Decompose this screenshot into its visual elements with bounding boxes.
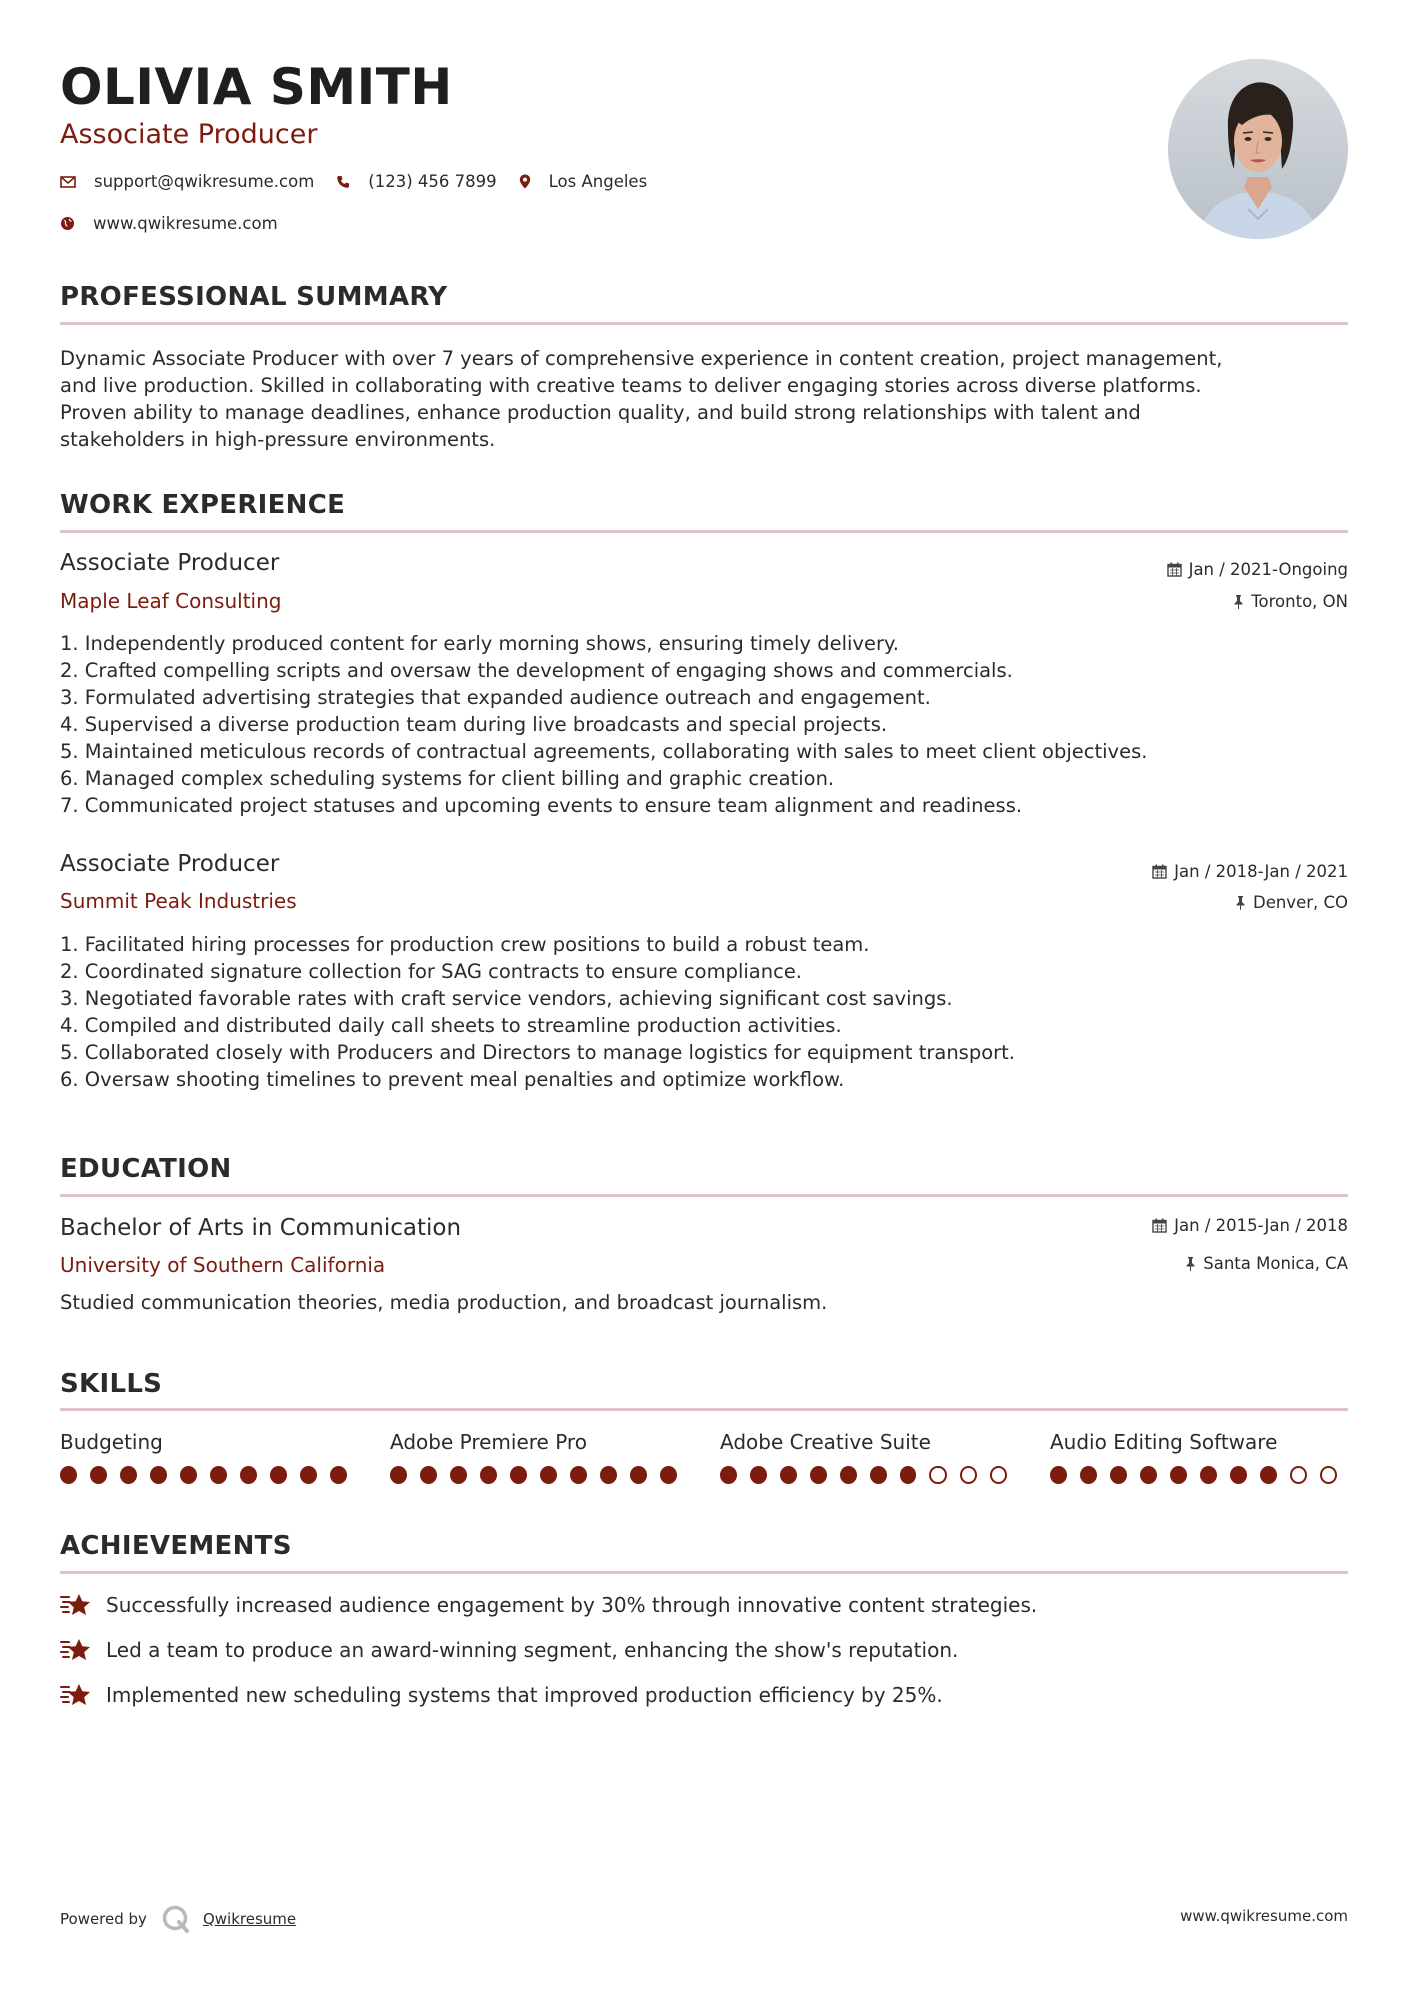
section-title-summary: PROFESSIONAL SUMMARY	[60, 282, 448, 312]
skill-name: Adobe Creative Suite	[720, 1430, 931, 1454]
contact-phone[interactable]	[336, 172, 496, 191]
summary-line: and live production. Skilled in collaborating with creative teams to deliver engaging stories across diverse platforms.	[60, 374, 1202, 397]
list-item: 2. Crafted compelling scripts and oversaw the development of engaging shows and commercials.	[60, 659, 1013, 682]
job-dates: Jan / 2018-Jan / 2021	[1152, 862, 1348, 881]
rating-dot-filled	[150, 1466, 167, 1484]
rating-dot-filled	[120, 1466, 137, 1484]
footer-url[interactable]: www.qwikresume.com	[1180, 1907, 1348, 1925]
summary-line: Proven ability to manage deadlines, enhance production quality, and build strong relationships with talent and	[60, 401, 1141, 424]
skill-rating	[60, 1466, 360, 1484]
rating-dot-filled	[750, 1466, 767, 1484]
rating-dot-empty	[1320, 1466, 1337, 1484]
rating-dot-filled	[1110, 1466, 1127, 1484]
rating-dot-filled	[480, 1466, 497, 1484]
rating-dot-filled	[60, 1466, 77, 1484]
rating-dot-filled	[840, 1466, 857, 1484]
rating-dot-empty	[990, 1466, 1007, 1484]
list-item: 5. Maintained meticulous records of contractual agreements, collaborating with sales to meet client objectives.	[60, 740, 1148, 763]
candidate-name: OLIVIA SMITH	[60, 58, 453, 116]
skill-rating	[1050, 1466, 1350, 1484]
rating-dot-filled	[540, 1466, 557, 1484]
rating-dot-filled	[330, 1466, 347, 1484]
rating-dot-filled	[1170, 1466, 1187, 1484]
section-divider	[60, 1571, 1348, 1574]
skill-name: Adobe Premiere Pro	[390, 1430, 587, 1454]
rating-dot-filled	[570, 1466, 587, 1484]
section-title-skills: SKILLS	[60, 1369, 163, 1399]
globe-icon	[60, 216, 75, 231]
achievement-item	[60, 1681, 943, 1709]
location-text: Los Angeles	[548, 172, 648, 191]
list-item: 4. Compiled and distributed daily call sheets to streamline production activities.	[60, 1014, 842, 1037]
section-divider	[60, 322, 1348, 325]
rating-dot-filled	[390, 1466, 407, 1484]
candidate-role: Associate Producer	[60, 119, 318, 150]
list-item: 6. Oversaw shooting timelines to prevent meal penalties and optimize workflow.	[60, 1068, 845, 1091]
rating-dot-filled	[180, 1466, 197, 1484]
degree-title: Bachelor of Arts in Communication	[60, 1215, 462, 1241]
section-title-education: EDUCATION	[60, 1154, 232, 1184]
company-name: Maple Leaf Consulting	[60, 589, 282, 613]
rating-dot-filled	[90, 1466, 107, 1484]
rating-dot-empty	[929, 1466, 946, 1484]
list-item: 4. Supervised a diverse production team during live broadcasts and special projects.	[60, 713, 888, 736]
list-item: 1. Independently produced content for early morning shows, ensuring timely delivery.	[60, 632, 899, 655]
education-location: Santa Monica, CA	[1185, 1254, 1348, 1273]
award-star-icon	[60, 1636, 92, 1664]
rating-dot-filled	[270, 1466, 287, 1484]
contact-location	[519, 172, 648, 191]
section-title-experience: WORK EXPERIENCE	[60, 490, 346, 520]
achievement-text: Implemented new scheduling systems that improved production efficiency by 25%.	[106, 1683, 943, 1707]
email-text: support@qwikresume.com	[94, 172, 315, 191]
section-divider	[60, 530, 1348, 533]
contact-email[interactable]	[60, 172, 314, 191]
phone-text: (123) 456 7899	[368, 172, 497, 191]
contact-row-2	[60, 214, 300, 233]
job-title: Associate Producer	[60, 550, 280, 576]
skill-item	[1050, 1430, 1350, 1484]
map-pin-icon	[519, 174, 531, 189]
job-location: Toronto, ON	[1233, 592, 1348, 611]
rating-dot-empty	[1290, 1466, 1307, 1484]
skill-rating	[720, 1466, 1020, 1484]
job-title: Associate Producer	[60, 851, 280, 877]
summary-text	[60, 345, 1350, 453]
footer-powered-by: Powered by Qwikresume	[60, 1904, 296, 1934]
skill-item	[720, 1430, 1020, 1484]
contact-website[interactable]	[60, 214, 278, 233]
section-title-achievements: ACHIEVEMENTS	[60, 1531, 292, 1561]
job-bullets	[60, 630, 1147, 819]
profile-photo	[1168, 59, 1348, 239]
rating-dot-filled	[810, 1466, 827, 1484]
rating-dot-empty	[960, 1466, 977, 1484]
rating-dot-filled	[1140, 1466, 1157, 1484]
rating-dot-filled	[210, 1466, 227, 1484]
list-item: 1. Facilitated hiring processes for production crew positions to build a robust team.	[60, 933, 870, 956]
education-description: Studied communication theories, media production, and broadcast journalism.	[60, 1291, 828, 1314]
summary-line: stakeholders in high-pressure environments.	[60, 428, 496, 451]
skill-name: Audio Editing Software	[1050, 1430, 1278, 1454]
contact-row	[60, 172, 669, 191]
calendar-icon	[1152, 1218, 1167, 1233]
rating-dot-filled	[870, 1466, 887, 1484]
rating-dot-filled	[720, 1466, 737, 1484]
section-divider	[60, 1194, 1348, 1197]
company-name: Summit Peak Industries	[60, 889, 297, 913]
list-item: 3. Formulated advertising strategies that expanded audience outreach and engagement.	[60, 686, 931, 709]
achievement-text: Led a team to produce an award-winning segment, enhancing the show's reputation.	[106, 1638, 959, 1662]
award-star-icon	[60, 1681, 92, 1709]
brand-link[interactable]: Qwikresume	[202, 1910, 297, 1928]
website-text: www.qwikresume.com	[93, 214, 278, 233]
skill-item	[390, 1430, 690, 1484]
rating-dot-filled	[780, 1466, 797, 1484]
education-dates: Jan / 2015-Jan / 2018	[1152, 1216, 1348, 1235]
rating-dot-filled	[630, 1466, 647, 1484]
job-bullets	[60, 931, 1015, 1093]
achievement-item	[60, 1591, 1037, 1619]
rating-dot-filled	[450, 1466, 467, 1484]
rating-dot-filled	[900, 1466, 917, 1484]
achievement-item	[60, 1636, 958, 1664]
rating-dot-filled	[1200, 1466, 1217, 1484]
portrait-image	[1168, 59, 1348, 239]
list-item: 5. Collaborated closely with Producers and Directors to manage logistics for equipment transport.	[60, 1041, 1016, 1064]
calendar-icon	[1152, 864, 1167, 879]
calendar-icon	[1167, 562, 1182, 577]
qwikresume-logo-icon	[161, 1904, 191, 1934]
rating-dot-filled	[510, 1466, 527, 1484]
section-divider	[60, 1408, 1348, 1411]
phone-icon	[336, 175, 350, 189]
rating-dot-filled	[1260, 1466, 1277, 1484]
envelope-icon	[60, 176, 76, 188]
pushpin-icon	[1233, 594, 1244, 609]
job-dates: Jan / 2021-Ongoing	[1167, 560, 1348, 579]
award-star-icon	[60, 1591, 92, 1619]
list-item: 7. Communicated project statuses and upcoming events to ensure team alignment and readiness.	[60, 794, 1023, 817]
rating-dot-filled	[600, 1466, 617, 1484]
pushpin-icon	[1235, 895, 1246, 910]
list-item: 2. Coordinated signature collection for SAG contracts to ensure compliance.	[60, 960, 803, 983]
rating-dot-filled	[660, 1466, 677, 1484]
pushpin-icon	[1185, 1256, 1196, 1271]
skill-rating	[390, 1466, 690, 1484]
job-location: Denver, CO	[1235, 893, 1348, 912]
rating-dot-filled	[1080, 1466, 1097, 1484]
list-item: 6. Managed complex scheduling systems for client billing and graphic creation.	[60, 767, 835, 790]
rating-dot-filled	[420, 1466, 437, 1484]
rating-dot-filled	[1230, 1466, 1247, 1484]
skill-item	[60, 1430, 360, 1484]
skill-name: Budgeting	[60, 1430, 163, 1454]
rating-dot-filled	[1050, 1466, 1067, 1484]
summary-line: Dynamic Associate Producer with over 7 years of comprehensive experience in content creation, project management,	[60, 347, 1223, 370]
rating-dot-filled	[240, 1466, 257, 1484]
list-item: 3. Negotiated favorable rates with craft service vendors, achieving significant cost savings.	[60, 987, 953, 1010]
school-name: University of Southern California	[60, 1253, 386, 1277]
rating-dot-filled	[300, 1466, 317, 1484]
achievement-text: Successfully increased audience engagement by 30% through innovative content strategies.	[106, 1593, 1038, 1617]
